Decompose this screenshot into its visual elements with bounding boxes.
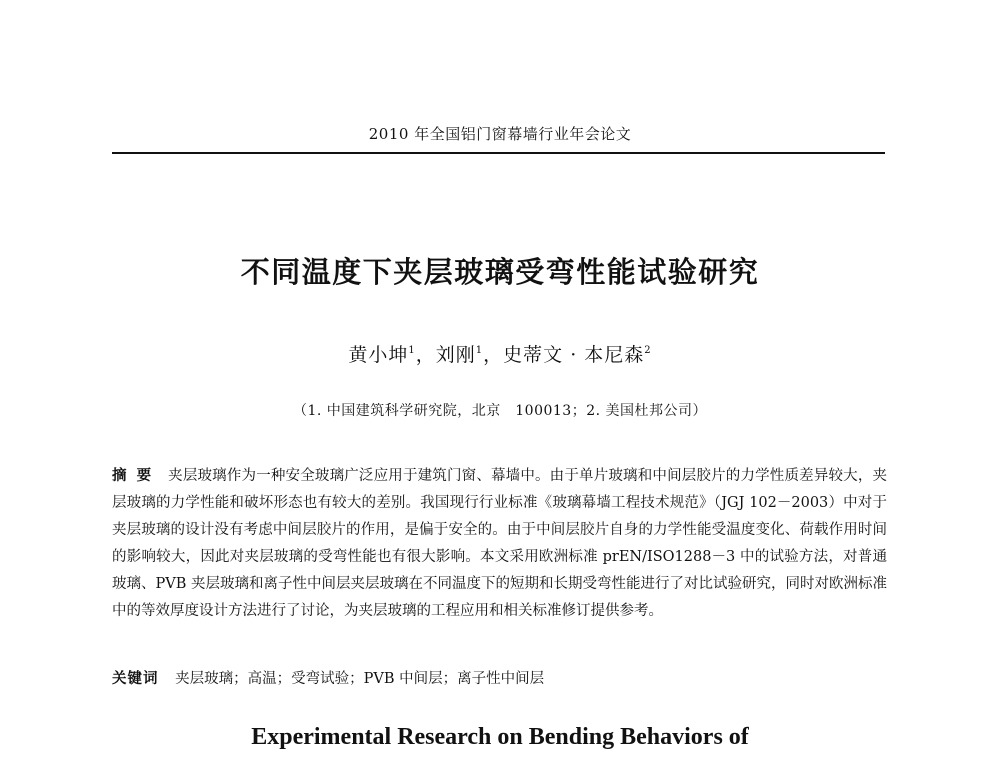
abstract — [112, 462, 887, 625]
affiliations: （1. 中国建筑科学研究院，北京 100013；2. 美国杜邦公司） — [292, 403, 708, 419]
abstract-label: 摘要 — [112, 467, 162, 484]
author-name: 黄小坤 — [348, 344, 409, 366]
author-name: 刘刚 — [435, 344, 476, 366]
paper-title: 不同温度下夹层玻璃受弯性能试验研究 — [240, 255, 760, 289]
abstract-text: 夹层玻璃作为一种安全玻璃广泛应用于建筑门窗、幕墙中。由于单片玻璃和中间层胶片的力学性质差异较大，夹层玻璃的力学性能和破坏形态也有较大的差别。我国现行行业标准《玻璃幕墙工程技术规范》（JGJ 102－2003）中对于夹层玻璃的设计没有考虑中间层胶片的作用，是偏于安全的。由于中间层胶片自身的力学性能受温度变化、荷载作用时间的影响较大，因此对夹层玻璃的受弯性能也有很大影响。本文采用欧洲标准 prEN/ISO1288－3 中的试验方法，对普通玻璃、PVB 夹层玻璃和离子性中间层夹层玻璃在不同温度下的短期和长期受弯性能进行了对比试验研究，同时对欧洲标准中的等效厚度设计方法进行了讨论，为夹层玻璃的工程应用和相关标准修订提供参考。 — [112, 468, 888, 619]
author-affiliation-mark: 1 — [408, 345, 416, 356]
author-list — [0, 340, 1000, 367]
keywords — [112, 665, 887, 693]
keywords-text: 夹层玻璃；高温；受弯试验；PVB 中间层；离子性中间层 — [175, 671, 545, 687]
author-separator: ， — [483, 344, 504, 366]
author-affiliation-mark: 1 — [475, 345, 484, 356]
author-separator: ， — [415, 344, 436, 366]
author-affiliation-mark: 2 — [644, 345, 652, 356]
keywords-label: 关键词 — [112, 670, 159, 687]
running-header: 2010 年全国铝门窗幕墙行业年会论文 — [368, 125, 632, 143]
author-name: 史蒂文 · 本尼森 — [503, 344, 645, 366]
english-title: Experimental Research on Bending Behaviors of — [251, 724, 749, 750]
header-rule — [112, 152, 885, 154]
